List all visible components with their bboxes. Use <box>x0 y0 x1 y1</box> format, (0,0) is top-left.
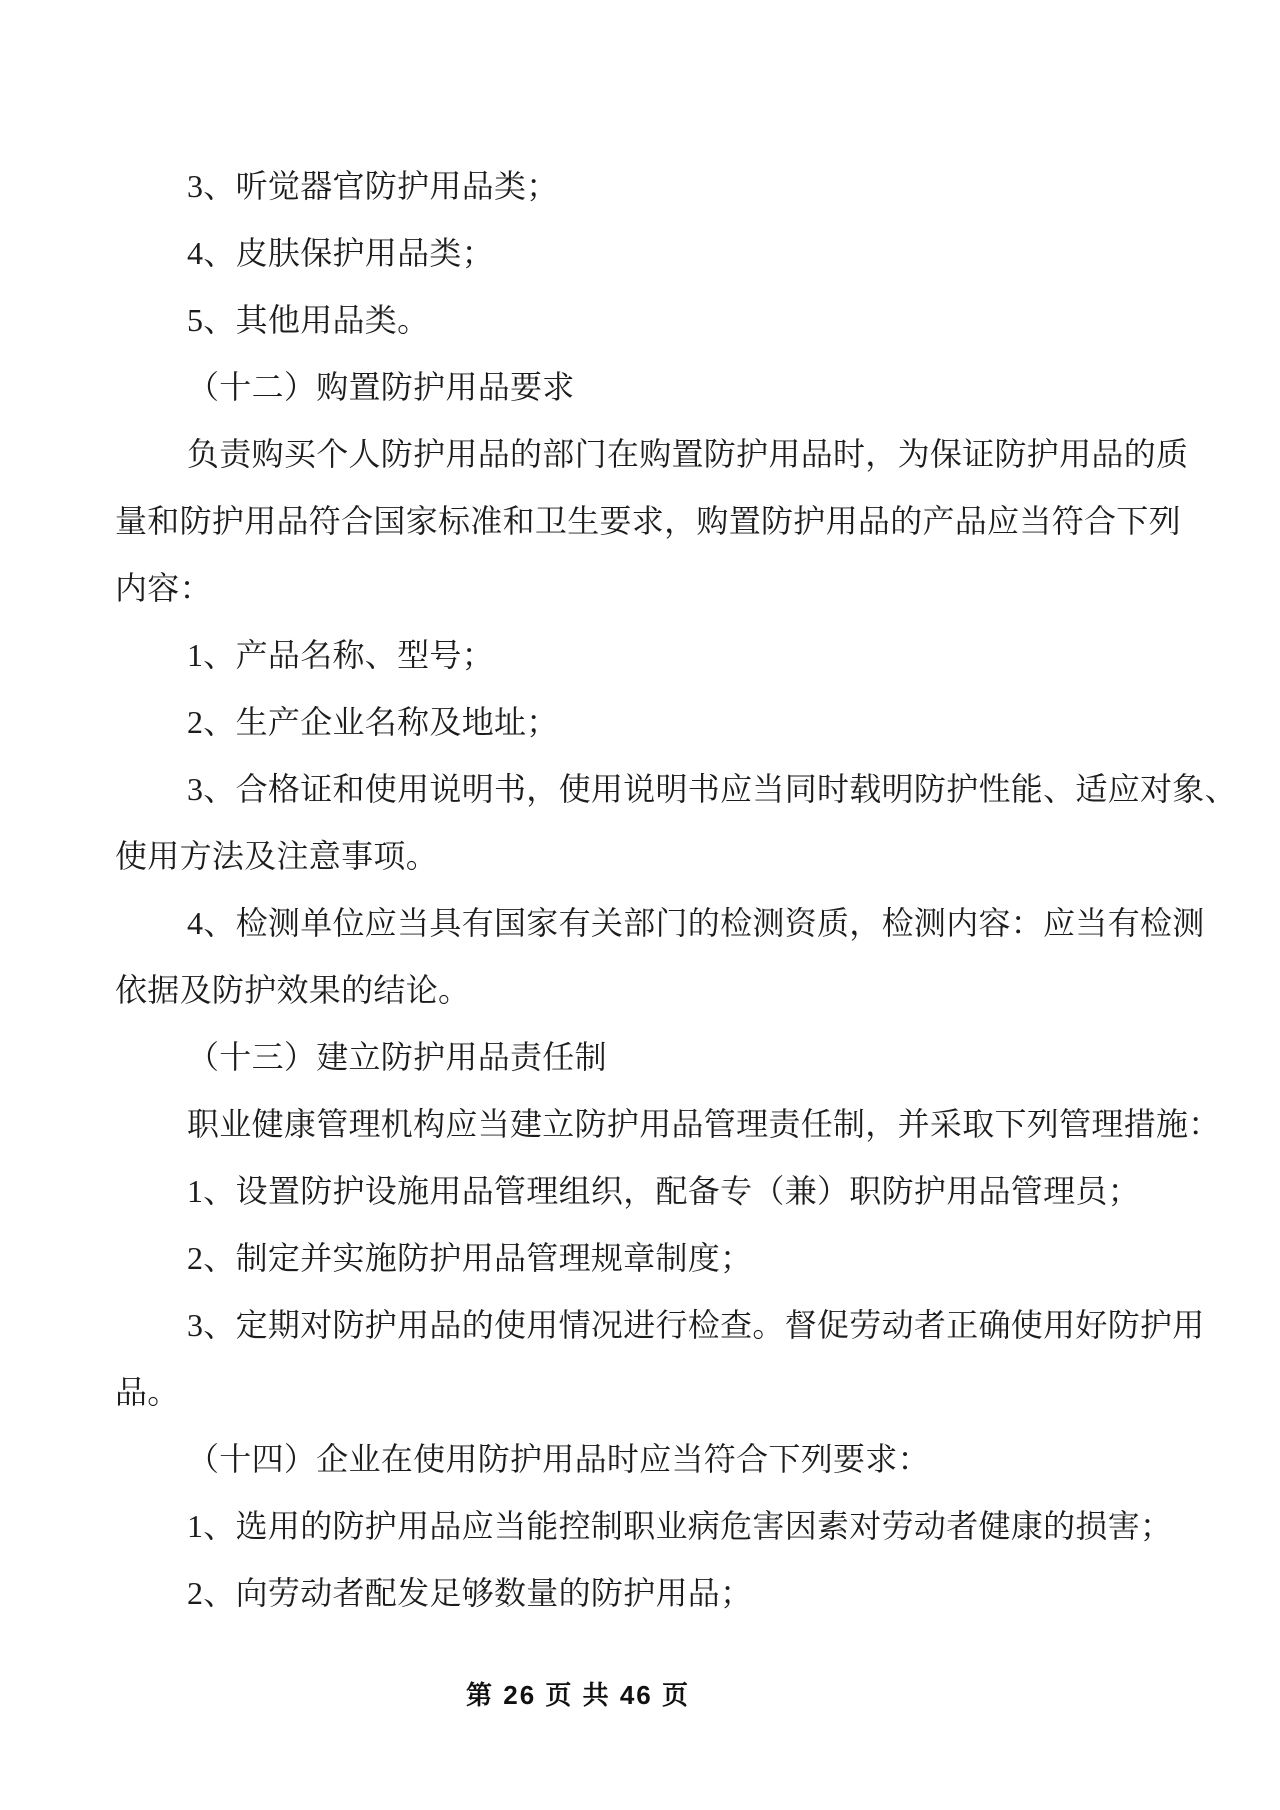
text-line: 品。 <box>115 1374 180 1410</box>
text-line: 2、向劳动者配发足够数量的防护用品； <box>187 1575 753 1611</box>
text-line: 量和防护用品符合国家标准和卫生要求，购置防护用品的产品应当符合下列 <box>115 503 1181 539</box>
text-line: 职业健康管理机构应当建立防护用品管理责任制，并采取下列管理措施： <box>187 1106 1221 1142</box>
page-footer: 第 26 页 共 46 页 <box>466 1680 690 1710</box>
text-line: 3、定期对防护用品的使用情况进行检查。督促劳动者正确使用好防护用 <box>187 1307 1205 1343</box>
document-body <box>115 153 1237 1627</box>
text-line: 2、生产企业名称及地址； <box>187 704 559 740</box>
text-line: 使用方法及注意事项。 <box>115 838 439 874</box>
text-line: 依据及防护效果的结论。 <box>115 972 471 1008</box>
text-line: 1、选用的防护用品应当能控制职业病危害因素对劳动者健康的损害； <box>187 1508 1173 1544</box>
text-line: 1、设置防护设施用品管理组织，配备专（兼）职防护用品管理员； <box>187 1173 1141 1209</box>
section-heading: （十三）建立防护用品责任制 <box>187 1039 607 1075</box>
text-line: 4、皮肤保护用品类； <box>187 235 495 271</box>
section-heading: （十二）购置防护用品要求 <box>187 369 575 405</box>
text-line: 1、产品名称、型号； <box>187 637 495 673</box>
text-line: 负责购买个人防护用品的部门在购置防护用品时，为保证防护用品的质 <box>187 436 1189 472</box>
text-line: 3、合格证和使用说明书，使用说明书应当同时载明防护性能、适应对象、 <box>187 771 1237 807</box>
text-line: 4、检测单位应当具有国家有关部门的检测资质，检测内容：应当有检测 <box>187 905 1205 941</box>
section-heading: （十四）企业在使用防护用品时应当符合下列要求： <box>187 1441 930 1477</box>
text-line: 2、制定并实施防护用品管理规章制度； <box>187 1240 753 1276</box>
text-line: 内容： <box>115 570 212 606</box>
text-line: 3、听觉器官防护用品类； <box>187 168 559 204</box>
text-line: 5、其他用品类。 <box>187 302 430 338</box>
